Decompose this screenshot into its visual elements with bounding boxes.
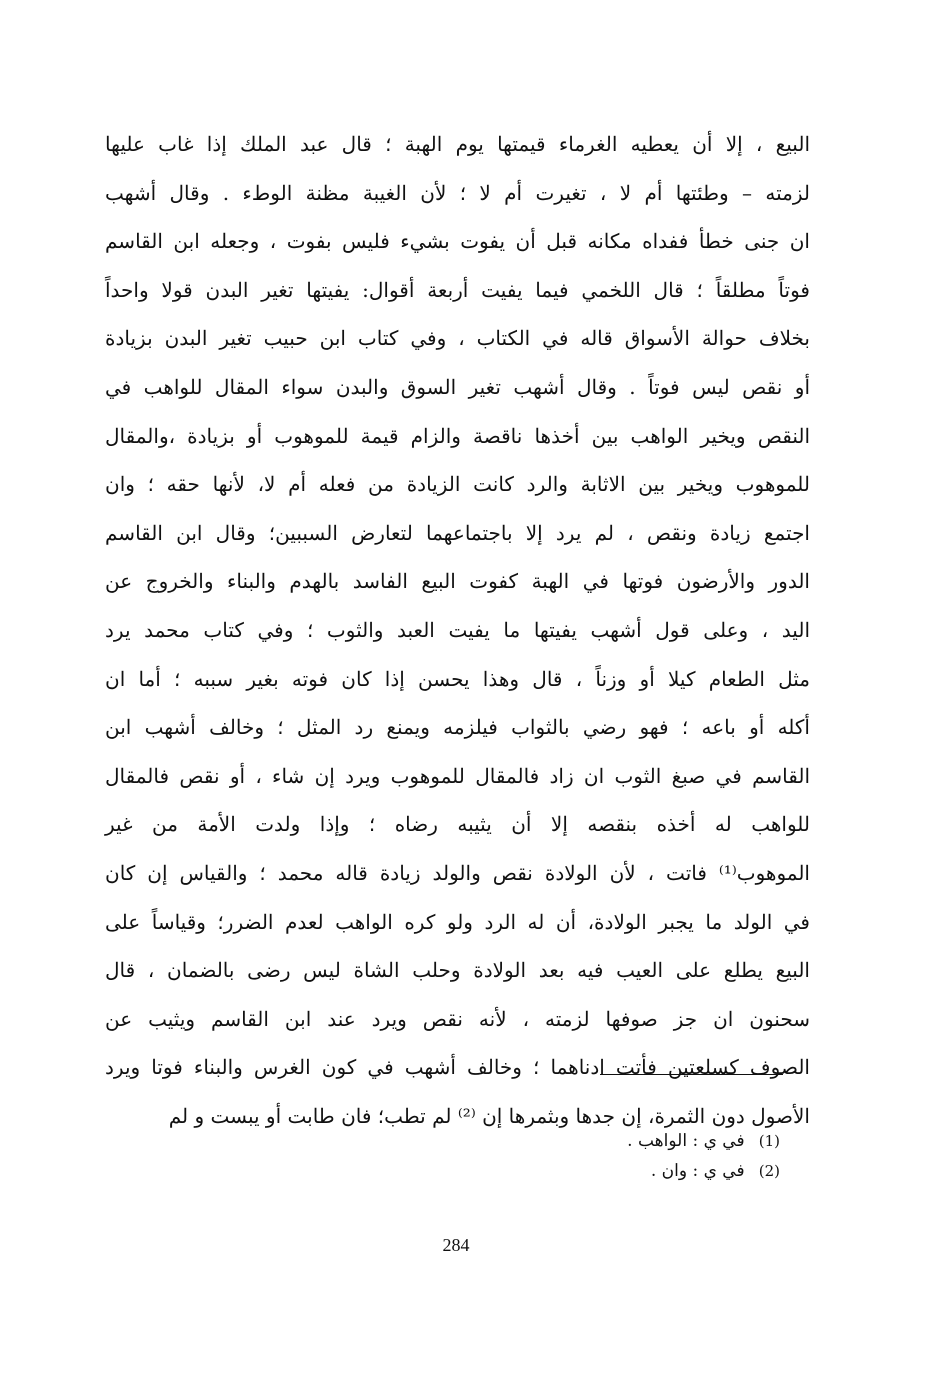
- text-line: للواهب له أخذه بنقصه إلا أن يثيبه رضاه ؛ وإذا ولدت الأمة من غير: [105, 812, 810, 837]
- footnote-text: في ي : الواهب .: [627, 1131, 745, 1151]
- text-line: للموهوب ويخير بين الاثابة والرد كانت الزيادة من فعله أم لا، لأنها حقه ؛ وان: [105, 472, 810, 497]
- text-line: لزمته – وطئتها أم لا ، تغيرت أم لا ؛ لأن الغيبة مظنة الوطء . وقال أشهب: [105, 180, 810, 205]
- page-number: 284: [442, 1235, 470, 1255]
- footnote-text: في ي : وان .: [650, 1161, 745, 1181]
- footnotes: [560, 1126, 780, 1186]
- text-line: البيع يطلع على العيب فيه بعد الولادة وحلب الشاة ليس رضى بالضمان ، قال: [105, 958, 810, 983]
- footnote-number: (1): [758, 1132, 780, 1150]
- text-line: مثل الطعام كيلا أو وزناً ، قال وهذا يحسن إذا كان فوته بغير سببه ؛ أما ان: [105, 666, 810, 691]
- text-line: بخلاف حوالة الأسواق قاله في الكتاب ، وفي كتاب ابن حبيب تغير البدن بزيادة: [105, 326, 810, 351]
- text-line: سحنون ان جز صوفها لزمته ، لأنه نقص ويرد عند ابن القاسم ويثيب عن: [105, 1006, 810, 1031]
- text-line: اجتمع زيادة ونقص ، لم يرد إلا باجتماعهما لتعارض السببين؛ وقال ابن القاسم: [105, 520, 810, 545]
- text-line: ان جنى خطأ ففداه مكانه قبل أن يفوت بشيء فليس بفوت ، وجعله ابن القاسم: [105, 229, 810, 254]
- footnote-item: [560, 1156, 780, 1186]
- text-line: الموهوب⁽¹⁾ فاتت ، لأن الولادة نقص والولد زيادة قاله محمد ؛ والقياس إن كان: [105, 860, 810, 885]
- text-line: في الولد ما يجبر الولادة، أن له الرد ولو كره الواهب لعدم الضرر؛ وقياساً على: [105, 909, 810, 934]
- text-line: أكله أو باعه ؛ فهو رضي بالثواب فيلزمه ويمنع رد المثل ؛ وخالف أشهب ابن: [105, 715, 810, 740]
- text-line: الدور والأرضون فوتها في الهبة كفوت البيع الفاسد بالهدم والبناء والخروج عن: [105, 569, 810, 594]
- text-line: اليد ، وعلى قول أشهب يفيتها ما يفيت العبد والثوب ؛ وفي كتاب محمد يرد: [105, 617, 810, 642]
- text-line: النقص ويخير الواهب بين أخذها ناقصة والزام قيمة للموهوب أو بزيادة ،والمقال: [105, 423, 810, 448]
- footnote-item: [560, 1126, 780, 1156]
- text-line: القاسم في صبغ الثوب ان زاد فالمقال للموهوب ويرد إن شاء ، أو نقص فالمقال: [105, 763, 810, 788]
- footnote-number: (2): [758, 1162, 780, 1180]
- text-line: الأصول دون الثمرة، إن جدها وبثمرها إن ⁽²⁾ لم تطب؛ فان طابت أو يبست و لم: [168, 1103, 810, 1128]
- text-line: فوتاً مطلقاً ؛ قال اللخمي فيما يفيت أربعة أقوال: يفيتها تغير البدن قولا واحداً: [105, 277, 810, 302]
- footnote-separator: [600, 1074, 783, 1075]
- text-line: الصوف كسلعتين فأتت ادناهما ؛ وخالف أشهب في كون الغرس والبناء فوتا ويرد: [105, 1055, 810, 1080]
- text-line: أو نقص ليس فوتاً . وقال أشهب تغير السوق والبدن سواء المقال للواهب في: [105, 374, 810, 399]
- main-text-block: [105, 120, 810, 1140]
- text-line: البيع ، إلا أن يعطيه الغرماء قيمتها يوم الهبة ؛ قال عبد الملك إذا غاب عليها: [105, 132, 810, 156]
